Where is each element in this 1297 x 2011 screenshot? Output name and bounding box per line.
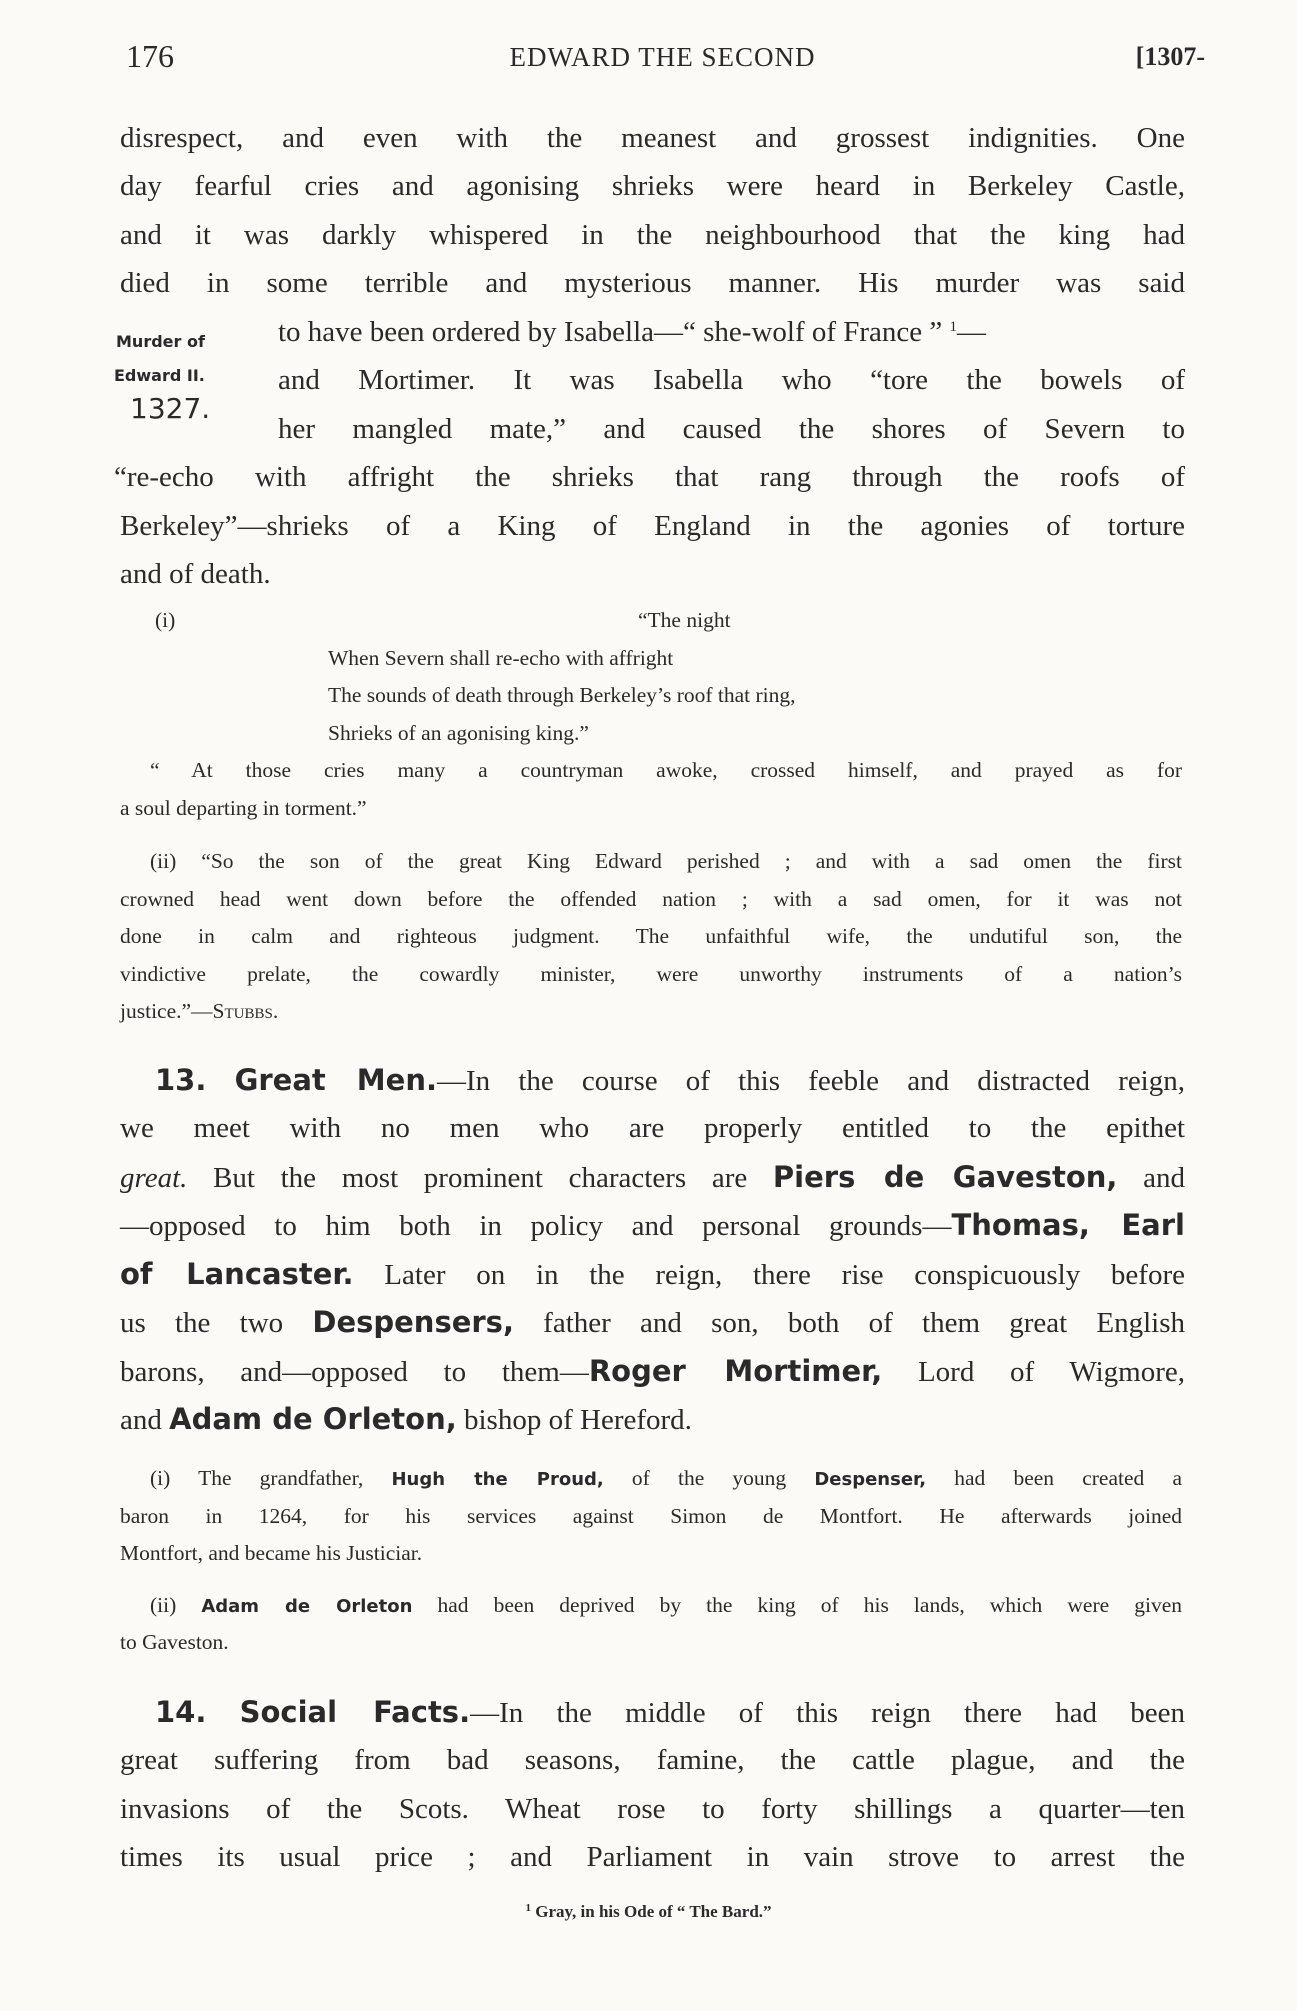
poem-line: The sounds of death through Berkeley’s roof that ring, [328,683,796,707]
note-text: (i) The grandfather, [150,1466,392,1490]
section-text: us the two [120,1307,313,1339]
section-13-line [120,1201,1185,1251]
footnote-text: Gray, in his Ode of “ The Bard.” [530,1902,772,1921]
footnote-reference: 1 [949,319,958,335]
note-line: (ii) “So the son of the great King Edward perished ; and with a sad omen the first [150,849,1182,873]
section-13-line [120,1347,1185,1397]
section-text: and [1117,1162,1185,1194]
margin-note-line2: Edward II. [114,366,205,385]
section-14-line [155,1688,1185,1738]
section-text: Later on in the reign, there rise conspicuously before [353,1259,1185,1291]
paragraph-line: her mangled mate,” and caused the shores of Severn to [278,413,1185,445]
margin-note-line1: Murder of [116,332,205,351]
section-13-line [120,1395,1185,1445]
name-hugh: Hugh the Proud, [391,1469,604,1490]
note-line [150,1587,1182,1626]
paragraph-line: “re-echo with affright the shrieks that rang through the roofs of [114,461,1185,493]
section-14-number: 14. [155,1695,207,1729]
section-text: Lord of Wigmore, [882,1356,1186,1388]
name-despensers: Despensers, [312,1305,514,1339]
chapter-title: EDWARD THE SECOND [509,42,816,72]
section-text: father and son, both of them great English [513,1307,1186,1339]
name-mortimer: Roger Mortimer, [588,1354,883,1388]
note-label: (i) [155,608,176,632]
page-number: 176 [126,38,174,74]
note-line: baron in 1264, for his services against Simon de Montfort. He afterwards joined [120,1504,1182,1528]
footnote-marker: 1 [525,1902,531,1914]
note-line: “ At those cries many a countryman awoke, crossed himself, and prayed as for [150,758,1182,782]
dash: — [957,316,987,348]
section-14-line: invasions of the Scots. Wheat rose to forty shillings a quarter—ten [120,1793,1185,1825]
poem-line: When Severn shall re-echo with affright [328,646,674,670]
poem-line: Shrieks of an agonising king.” [328,721,589,745]
name-gaveston: Piers de Gaveston, [772,1160,1118,1194]
section-13-line [120,1250,1185,1300]
section-13-number: 13. [155,1063,207,1097]
section-text: bishop of Hereford. [456,1404,692,1436]
note-text: justice.”— [120,999,213,1023]
note-line [150,1460,1182,1499]
note-text: of the young [603,1466,815,1490]
paragraph-line: and Mortimer. It was Isabella who “tore the bowels of [278,364,1185,396]
section-13-line [155,1056,1185,1106]
note-line [120,993,1182,1031]
name-orleton: Adam de Orleton, [169,1402,457,1436]
running-head [120,38,1205,78]
paragraph-line: disrespect, and even with the meanest and grossest indignities. One [120,122,1185,154]
note-text: had been created a [926,1466,1182,1490]
paragraph-text: to have been ordered by Isabella—“ she-wolf of France ” [278,316,943,348]
section-13-title: Great Men. [234,1063,437,1097]
italic-word: great. [120,1162,188,1194]
name-lancaster: of Lancaster. [120,1257,354,1291]
note-line: done in calm and righteous judgment. The unfaithful wife, the undutiful son, the [120,924,1182,948]
running-head-year: [1307- [1135,42,1205,71]
section-text: barons, and—opposed to them— [120,1356,589,1388]
note-author: Stubbs. [212,999,279,1023]
section-text: —In the course of this feeble and distracted reign, [436,1065,1185,1097]
paragraph-line: died in some terrible and mysterious manner. His murder was said [120,267,1185,299]
section-text: and [120,1404,170,1436]
section-text: But the most prominent characters are [187,1162,773,1194]
note-line: a soul departing in torment.” [120,796,367,820]
section-14-line: great suffering from bad seasons, famine, the cattle plague, and the [120,1744,1185,1776]
name-despenser: Despenser, [814,1469,927,1490]
note-line: crowned head went down before the offended nation ; with a sad omen, for it was not [120,887,1182,911]
poem-line: “The night [638,608,731,632]
section-13-line: we meet with no men who are properly entitled to the epithet [120,1112,1185,1144]
note-text: (ii) [150,1593,202,1617]
margin-note-year: 1327. [130,392,211,425]
paragraph-line: Berkeley”—shrieks of a King of England in the agonies of torture [120,510,1185,542]
name-thomas: Thomas, Earl [951,1208,1185,1242]
paragraph-line: day fearful cries and agonising shrieks were heard in Berkeley Castle, [120,170,1185,202]
section-text: —opposed to him both in policy and personal grounds— [120,1210,952,1242]
paragraph-line [278,308,1185,357]
note-text: had been deprived by the king of his lands, which were given [412,1593,1182,1617]
paragraph-line: and it was darkly whispered in the neighbourhood that the king had [120,219,1185,251]
section-text: —In the middle of this reign there had been [470,1697,1186,1729]
note-line: to Gaveston. [120,1630,229,1654]
name-adam: Adam de Orleton [201,1596,413,1617]
section-13-line [120,1153,1185,1203]
paragraph-line: and of death. [120,558,271,590]
footnote [0,1902,1297,1922]
section-14-title: Social Facts. [239,1695,471,1729]
section-14-line: times its usual price ; and Parliament in vain strove to arrest the [120,1841,1185,1873]
section-13-line [120,1298,1185,1348]
note-line: Montfort, and became his Justiciar. [120,1541,423,1565]
note-line: vindictive prelate, the cowardly minister, were unworthy instruments of a nation’s [120,962,1182,986]
